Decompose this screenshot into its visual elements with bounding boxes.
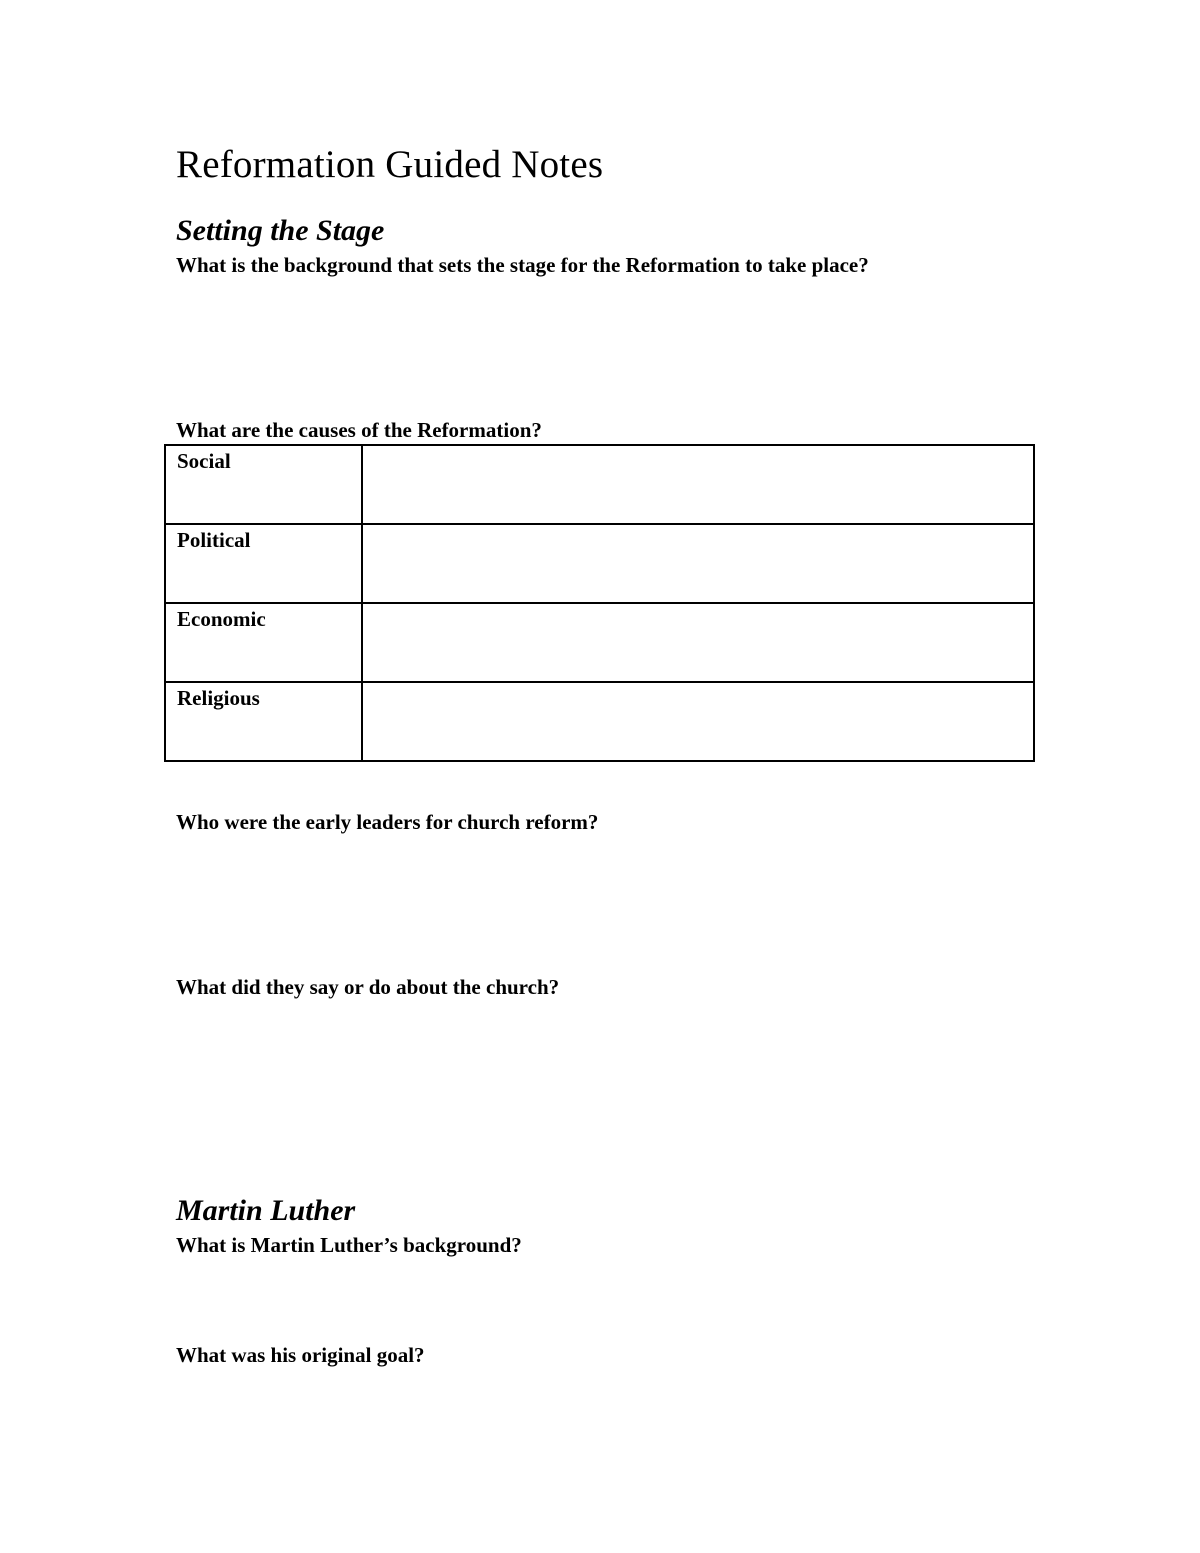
- question-what-did-they-say: What did they say or do about the church?: [176, 975, 560, 999]
- cause-label-economic: Economic: [165, 603, 362, 682]
- cause-answer-economic[interactable]: [362, 603, 1034, 682]
- cause-label-political: Political: [165, 524, 362, 603]
- table-row: [165, 524, 1034, 603]
- question-causes: What are the causes of the Reformation?: [176, 418, 542, 442]
- section-heading-martin-luther: Martin Luther: [176, 1194, 356, 1227]
- question-stage-background: What is the background that sets the stage for the Reformation to take place?: [176, 253, 869, 277]
- cause-answer-political[interactable]: [362, 524, 1034, 603]
- causes-table: [164, 444, 1035, 762]
- question-luther-background: What is Martin Luther’s background?: [176, 1233, 522, 1257]
- question-original-goal: What was his original goal?: [176, 1343, 425, 1367]
- cause-answer-social[interactable]: [362, 445, 1034, 524]
- document-title: Reformation Guided Notes: [176, 143, 604, 186]
- table-row: [165, 445, 1034, 524]
- question-early-leaders: Who were the early leaders for church reform?: [176, 810, 599, 834]
- cause-label-religious: Religious: [165, 682, 362, 761]
- table-row: [165, 682, 1034, 761]
- cause-label-social: Social: [165, 445, 362, 524]
- cause-answer-religious[interactable]: [362, 682, 1034, 761]
- section-heading-setting-the-stage: Setting the Stage: [176, 214, 385, 247]
- table-row: [165, 603, 1034, 682]
